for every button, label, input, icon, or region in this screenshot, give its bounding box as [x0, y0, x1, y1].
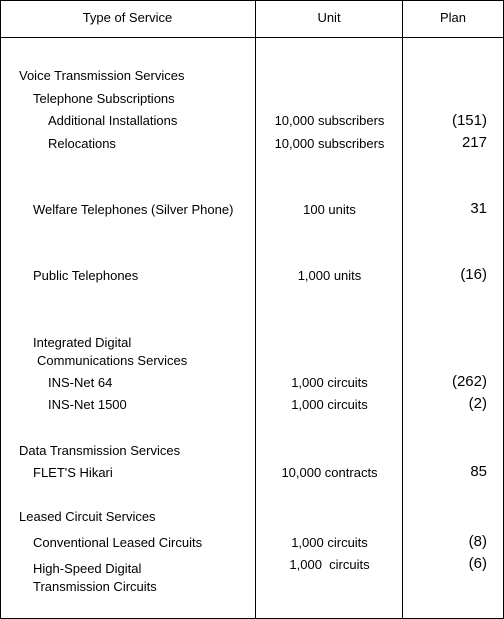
header-divider	[0, 37, 504, 38]
row-additional-installations-plan: (151)	[451, 112, 487, 129]
category-data-transmission: Data Transmission Services	[19, 443, 181, 458]
column-divider-unit-plan	[402, 0, 403, 619]
row-public-telephones-plan: (16)	[460, 266, 487, 283]
row-high-speed-digital-plan: (6)	[468, 555, 487, 572]
row-additional-installations-service: Additional Installations	[48, 113, 178, 128]
row-ins-net-64-service: INS-Net 64	[48, 375, 113, 390]
row-additional-installations-unit: 10,000 subscribers	[274, 113, 385, 128]
row-relocations-plan: 217	[461, 134, 487, 151]
row-welfare-telephones-unit: 100 units	[303, 202, 356, 217]
row-relocations-service: Relocations	[48, 136, 116, 151]
subcategory-integrated-digital-line2: Communications Services	[37, 353, 188, 368]
row-ins-net-1500-service: INS-Net 1500	[48, 397, 127, 412]
subcategory-telephone-subscriptions: Telephone Subscriptions	[33, 91, 175, 106]
row-ins-net-64-unit: 1,000 circuits	[291, 375, 368, 390]
row-flets-hikari-plan: 85	[470, 463, 487, 480]
column-divider-type-unit	[255, 0, 256, 619]
row-ins-net-64-plan: (262)	[451, 373, 487, 390]
subcategory-integrated-digital-line1: Integrated Digital	[33, 335, 132, 350]
row-ins-net-1500-plan: (2)	[468, 395, 487, 412]
row-public-telephones-service: Public Telephones	[33, 268, 139, 283]
row-welfare-telephones-plan: 31	[470, 200, 487, 217]
row-conventional-leased-service: Conventional Leased Circuits	[33, 535, 203, 550]
row-flets-hikari-unit: 10,000 contracts	[281, 465, 378, 480]
row-high-speed-digital-service-line1: High-Speed Digital	[33, 561, 142, 576]
row-ins-net-1500-unit: 1,000 circuits	[291, 397, 368, 412]
row-high-speed-digital-service-line2: Transmission Circuits	[33, 579, 157, 594]
row-conventional-leased-unit: 1,000 circuits	[291, 535, 368, 550]
row-welfare-telephones-service: Welfare Telephones (Silver Phone)	[33, 202, 234, 217]
row-conventional-leased-plan: (8)	[468, 533, 487, 550]
category-voice-transmission: Voice Transmission Services	[19, 68, 185, 83]
row-high-speed-digital-unit: 1,000 circuits	[289, 557, 370, 572]
row-flets-hikari-service: FLET'S Hikari	[33, 465, 113, 480]
header-type-of-service: Type of Service	[82, 10, 173, 25]
header-unit: Unit	[317, 10, 341, 25]
category-leased-circuit: Leased Circuit Services	[19, 509, 156, 524]
header-plan: Plan	[439, 10, 467, 25]
row-public-telephones-unit: 1,000 units	[297, 268, 362, 283]
row-relocations-unit: 10,000 subscribers	[274, 136, 385, 151]
